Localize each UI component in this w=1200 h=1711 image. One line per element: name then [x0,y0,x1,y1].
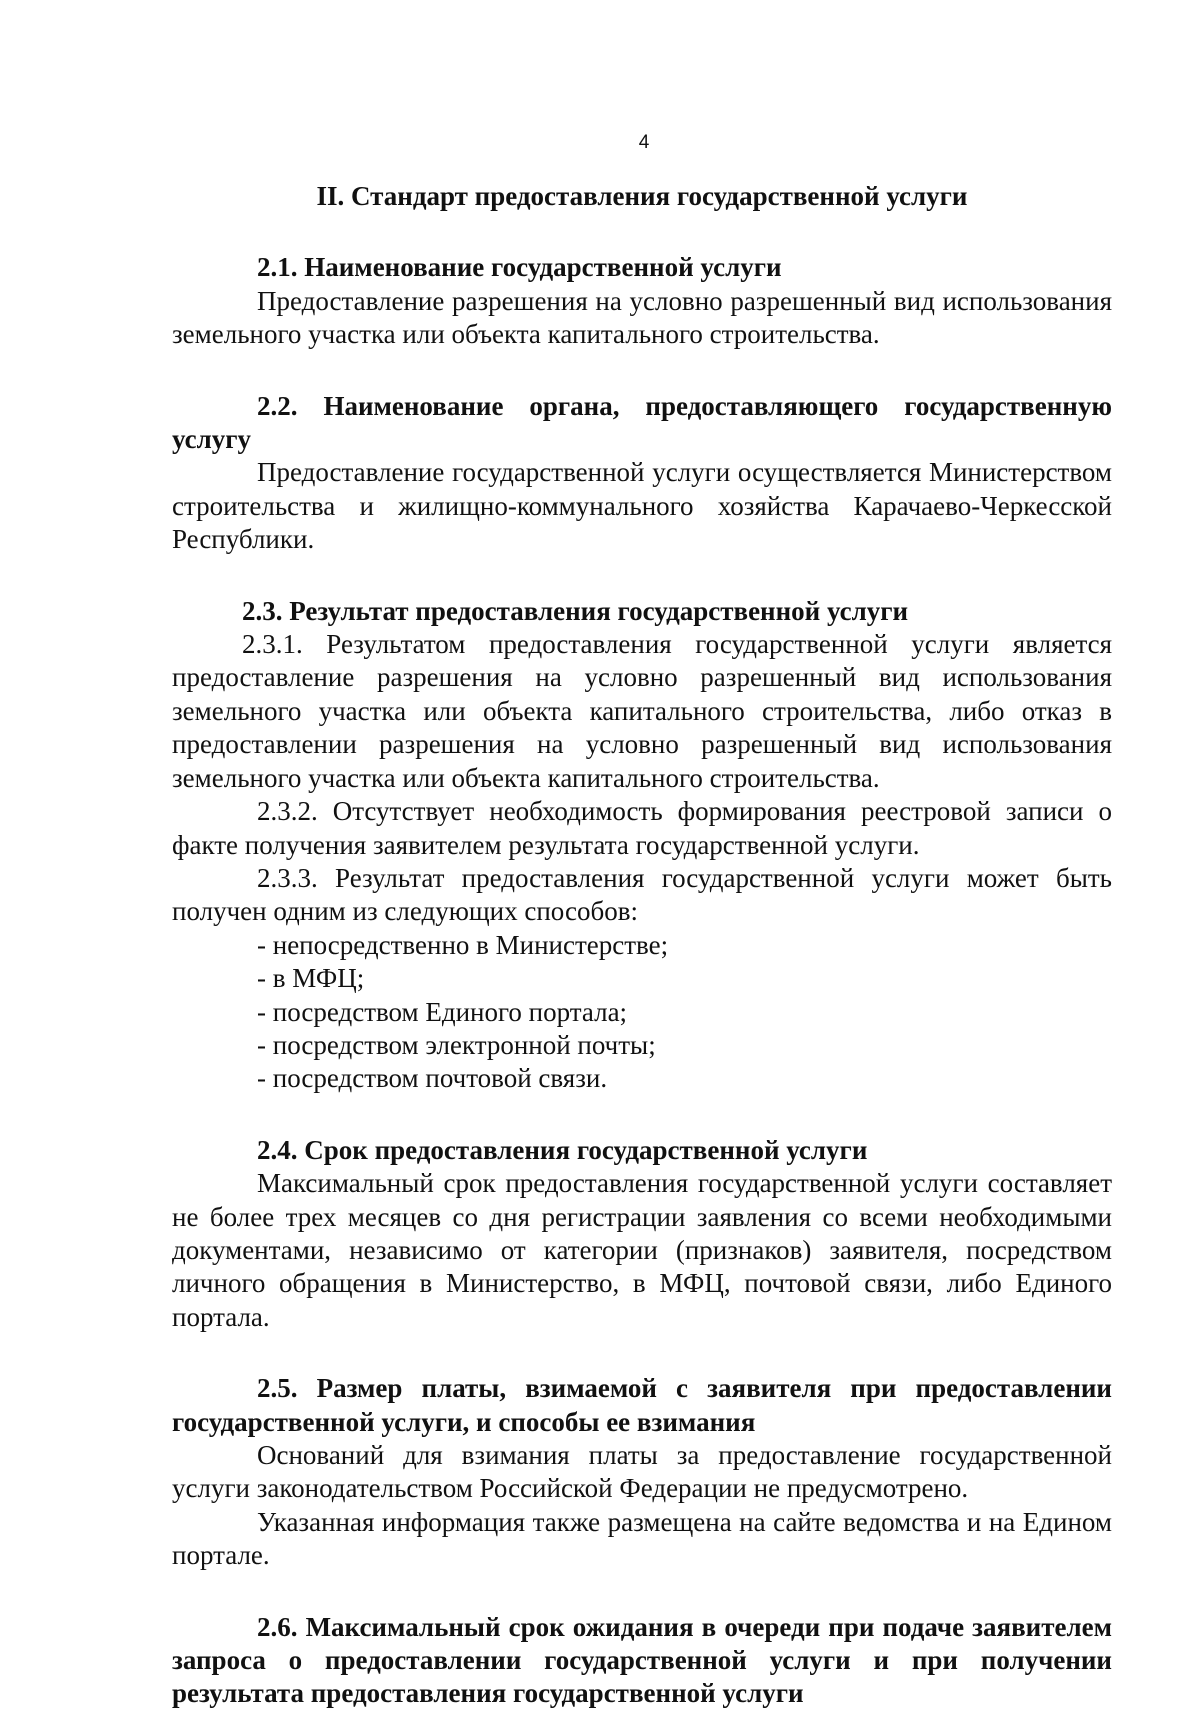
heading-2-3: 2.3. Результат предоставления государственной услуги [242,595,909,626]
paragraph-2-5-1: Оснований для взимания платы за предоставление государственной услуги законодательством Российской Федерации не предусмотрено. [172,1440,1112,1504]
document-body [172,180,1112,1711]
paragraph-2-5-2: Указанная информация также размещена на сайте ведомства и на Едином портале. [172,1506,1112,1571]
page-number: 4 [638,132,650,153]
list-item: - посредством Единого портала; [257,996,628,1027]
heading-2-1: 2.1. Наименование государственной услуги [257,252,782,283]
paragraph-2-3-3: 2.3.3. Результат предоставления государственной услуги может быть получен одним из следующих способов: [172,862,1112,927]
paragraph-2-1: Предоставление разрешения на условно разрешенный вид использования земельного участка или объекта капитального строительства. [172,285,1112,350]
paragraph-2-2: Предоставление государственной услуги осуществляется Министерством строительства и жилищно-коммунального хозяйства Карачаево-Черкесской Республики. [172,457,1112,555]
heading-2-4: 2.4. Срок предоставления государственной услуги [257,1134,868,1165]
list-item: - в МФЦ; [257,963,365,994]
heading-2-2: 2.2. Наименование органа, предоставляющего государственную услугу [172,390,1112,455]
paragraph-2-3-1: 2.3.1. Результатом предоставления государственной услуги является предоставление разрешения на условно разрешенный вид использования земельного участка или объекта капитального строительства, либо отказ в предоставлении разрешения на условно разрешенный вид использования земельного участка или объекта капитального строительства. [172,629,1112,793]
list-item: - посредством электронной почты; [257,1029,656,1060]
heading-2-6: 2.6. Максимальный срок ожидания в очереди при подаче заявителем запроса о предоставлении государственной услуги и при получении результата предоставления государственной услуги [172,1611,1112,1709]
paragraph-2-4: Максимальный срок предоставления государственной услуги составляет не более трех месяцев со дня регистрации заявления со всеми необходимыми документами, независимо от категории (признаков) заявителя, посредством личного обращения в Министерство, в МФЦ, почтовой связи, либо Единого портала. [172,1168,1112,1332]
list-item: - посредством почтовой связи. [257,1063,608,1094]
heading-2-5: 2.5. Размер платы, взимаемой с заявителя при предоставлении государственной услуги, и способы ее взимания [172,1373,1112,1437]
list-item: - непосредственно в Министерстве; [257,929,669,960]
section-title: II. Стандарт предоставления государственной услуги [316,181,968,211]
paragraph-2-3-2: 2.3.2. Отсутствует необходимость формирования реестровой записи о факте получения заявителем результата государственной услуги. [172,796,1112,860]
